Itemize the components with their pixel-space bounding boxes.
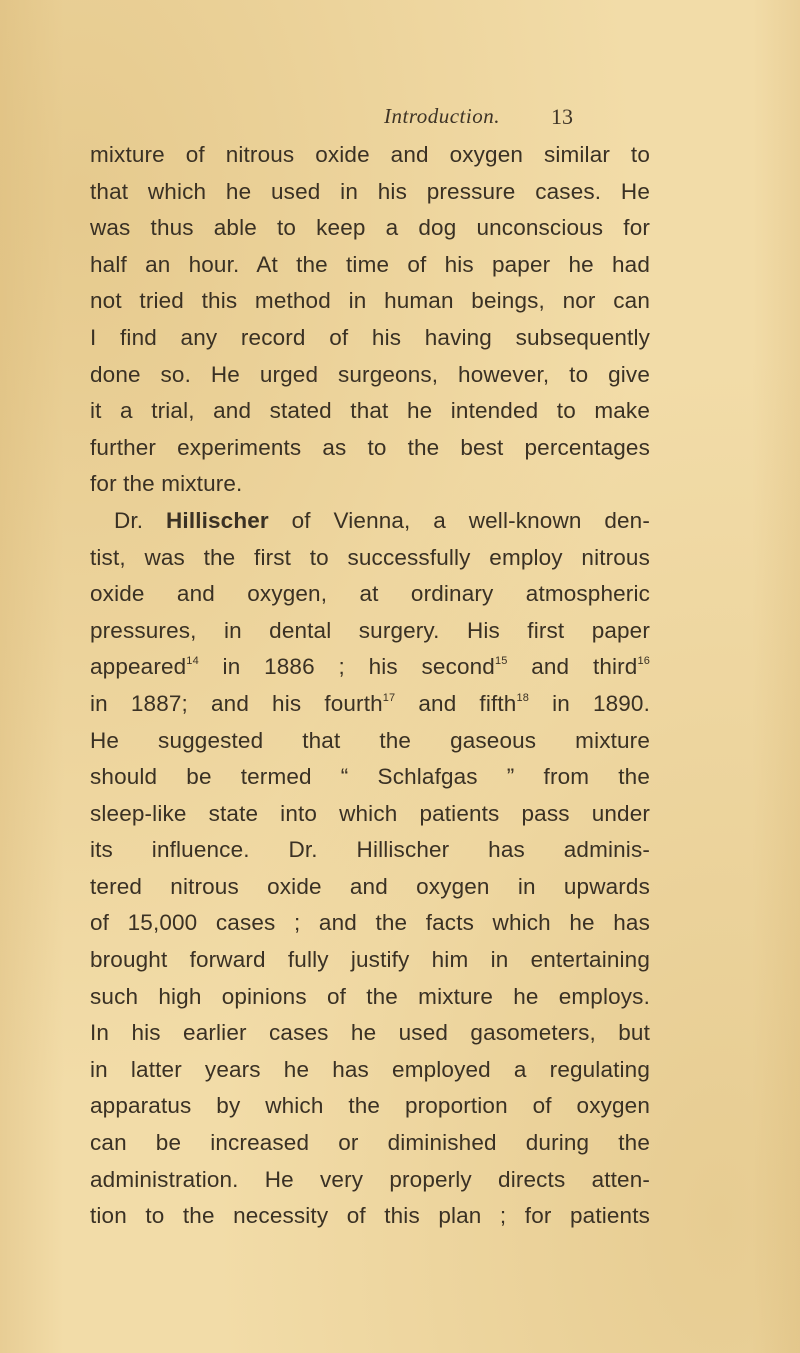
text-line: not tried this method in human beings, nor can [90, 288, 650, 314]
running-head [0, 104, 800, 140]
text-fragment: in 1890. [529, 690, 650, 716]
text-line: of 15,000 cases ; and the facts which he has [90, 910, 650, 936]
footnote-ref: 14 [186, 655, 199, 668]
text-fragment: appeared [90, 654, 187, 680]
text-line: half an hour. At the time of his paper he had [90, 251, 650, 277]
text-line: that which he used in his pressure cases. He [90, 178, 650, 204]
text-line: it a trial, and stated that he intended to make [90, 398, 650, 424]
text-line: sleep-like state into which patients pass under [90, 800, 650, 826]
page-number: 13 [551, 104, 573, 129]
text-fragment: of Vienna, a well-known den- [268, 507, 650, 533]
text-line: its influence. Dr. Hillischer has adminis- [90, 837, 650, 863]
text-line: tered nitrous oxide and oxygen in upwards [90, 873, 650, 899]
text-line: in latter years he has employed a regulating [90, 1056, 650, 1082]
text-line: pressures, in dental surgery. His first paper [90, 617, 650, 643]
text-fragment: Dr. [114, 507, 167, 533]
text-line-with-footnotes [90, 686, 650, 723]
text-line: such high opinions of the mixture he employs. [90, 983, 650, 1009]
text-line: He suggested that the gaseous mixture [90, 727, 650, 753]
text-fragment: in 1886 ; his second [198, 654, 495, 680]
text-line: administration. He very properly directs atten- [90, 1166, 650, 1192]
footnote-ref: 17 [382, 691, 396, 704]
text-line-with-footnotes [90, 649, 650, 686]
text-line: further experiments as to the best percentages [90, 434, 650, 460]
text-line: can be increased or diminished during the [90, 1130, 650, 1156]
running-title: Introduction. [384, 104, 500, 128]
text-line: tist, was the first to successfully employ nitrous [90, 544, 650, 570]
text-line: oxide and oxygen, at ordinary atmospheric [90, 581, 650, 607]
text-fragment: and fifth [395, 690, 517, 716]
person-name-hillischer: Hillischer [166, 507, 269, 533]
text-line: done so. He urged surgeons, however, to give [90, 361, 650, 387]
paragraph-start-line [90, 503, 650, 540]
footnote-ref: 15 [494, 655, 508, 668]
text-line: was thus able to keep a dog unconscious for [90, 215, 650, 241]
text-line: I find any record of his having subsequently [90, 324, 650, 350]
text-line: In his earlier cases he used gasometers, but [90, 1020, 650, 1046]
text-fragment: and third [507, 654, 638, 680]
text-line: mixture of nitrous oxide and oxygen similar to [90, 142, 650, 167]
text-line: for the mixture. [90, 471, 243, 497]
footnote-ref: 18 [516, 691, 529, 704]
body-text [90, 137, 650, 1235]
text-fragment: in 1887; and his fourth [90, 690, 383, 716]
text-line: brought forward fully justify him in entertaining [90, 947, 650, 973]
text-line: apparatus by which the proportion of oxygen [90, 1093, 650, 1119]
text-line: tion to the necessity of this plan ; for patients [90, 1203, 650, 1229]
text-line: should be termed “ Schlafgas ” from the [90, 764, 650, 790]
footnote-ref: 16 [637, 655, 651, 668]
